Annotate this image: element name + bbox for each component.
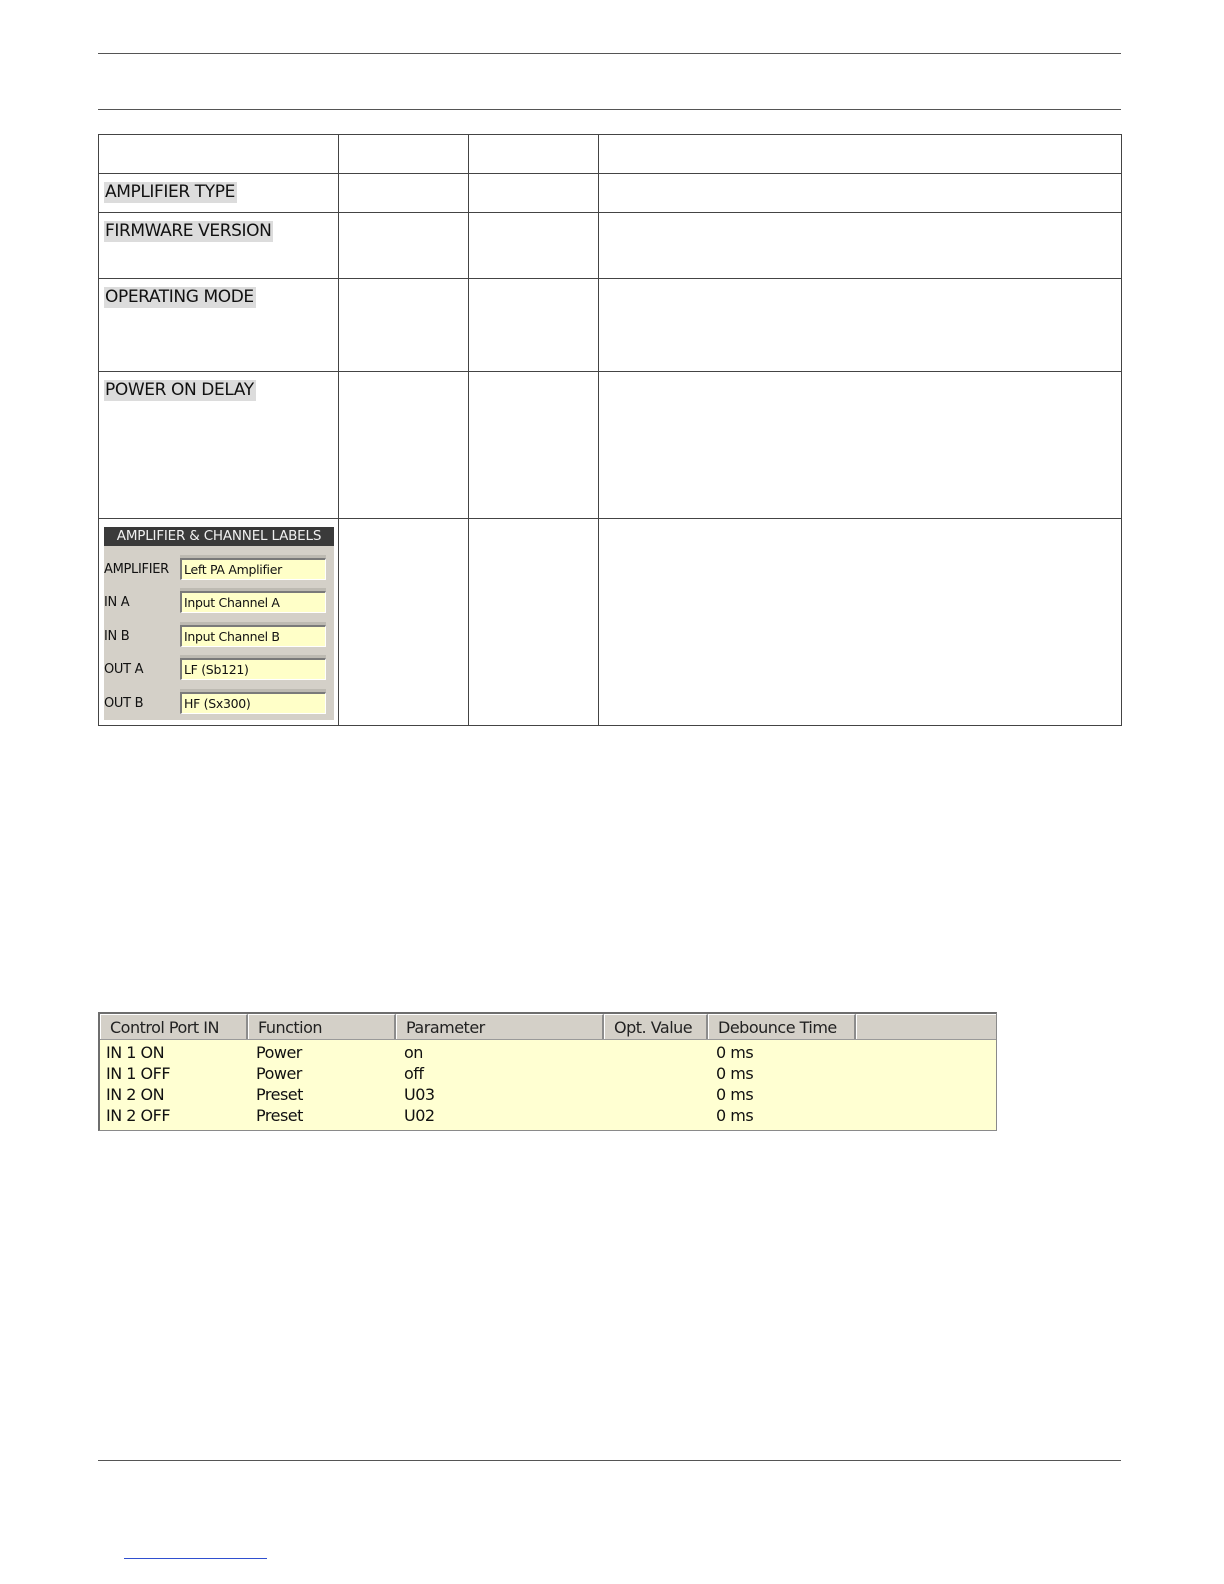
field-label: IN A xyxy=(104,595,130,611)
operating-mode-tag: OPERATING MODE xyxy=(105,287,254,307)
table-row[interactable] xyxy=(100,1105,996,1126)
label-row-out-a xyxy=(104,647,334,681)
cell-debounce: 0 ms xyxy=(716,1043,754,1062)
panel-title: AMPLIFIER & CHANNEL LABELS xyxy=(104,527,334,546)
header-cell xyxy=(599,135,1122,174)
table-row xyxy=(99,213,1122,279)
cell-parameter: on xyxy=(404,1043,423,1062)
header-cell xyxy=(469,135,599,174)
power-on-delay-tag: POWER ON DELAY xyxy=(105,380,254,400)
field-label: IN B xyxy=(104,628,130,644)
table-row xyxy=(99,174,1122,213)
field-label: OUT B xyxy=(104,695,144,711)
cell-opt-value xyxy=(606,1084,710,1105)
table-row[interactable] xyxy=(100,1063,996,1084)
table-row xyxy=(99,279,1122,372)
cell-function: Power xyxy=(256,1043,302,1062)
table-row[interactable] xyxy=(100,1042,996,1063)
header-rule-bottom xyxy=(98,109,1121,110)
label-row-out-b xyxy=(104,680,334,714)
label-row-amplifier xyxy=(104,546,334,580)
table-row xyxy=(99,372,1122,519)
amplifier-type-tag: AMPLIFIER TYPE xyxy=(105,182,235,202)
cell-parameter: U02 xyxy=(404,1106,435,1125)
grid-header xyxy=(100,1014,996,1040)
footer-rule xyxy=(98,1460,1121,1461)
cell-port: IN 1 ON xyxy=(106,1043,165,1062)
cell-port: IN 2 ON xyxy=(106,1085,165,1104)
cell-debounce: 0 ms xyxy=(716,1106,754,1125)
cell-port: IN 2 OFF xyxy=(106,1106,171,1125)
cell-debounce: 0 ms xyxy=(716,1085,754,1104)
out-a-label-input[interactable]: LF (Sb121) xyxy=(180,658,326,680)
table-row xyxy=(99,519,1122,726)
grid-body xyxy=(100,1040,996,1126)
amplifier-channel-labels-panel xyxy=(104,527,334,720)
out-b-label-input[interactable]: HF (Sx300) xyxy=(180,692,326,714)
cell-function: Power xyxy=(256,1064,302,1083)
in-b-label-input[interactable]: Input Channel B xyxy=(180,625,326,647)
label-row-in-b xyxy=(104,613,334,647)
firmware-version-tag: FIRMWARE VERSION xyxy=(105,221,272,241)
column-header-debounce-time[interactable]: Debounce Time xyxy=(708,1014,856,1039)
column-header-control-port-in[interactable]: Control Port IN xyxy=(100,1014,248,1039)
footer-link-underline[interactable] xyxy=(124,1558,267,1559)
amplifier-label-input[interactable]: Left PA Amplifier xyxy=(180,558,326,580)
header-cell xyxy=(339,135,469,174)
column-header-function[interactable]: Function xyxy=(248,1014,396,1039)
table-header-row xyxy=(99,135,1122,174)
cell-opt-value xyxy=(606,1042,710,1063)
cell-function: Preset xyxy=(256,1106,303,1125)
field-label: AMPLIFIER xyxy=(104,561,169,577)
header-cell xyxy=(99,135,339,174)
header-rule-top xyxy=(98,53,1121,54)
parameter-table xyxy=(98,134,1122,726)
cell-function: Preset xyxy=(256,1085,303,1104)
table-row[interactable] xyxy=(100,1084,996,1105)
cell-debounce: 0 ms xyxy=(716,1064,754,1083)
column-header-parameter[interactable]: Parameter xyxy=(396,1014,604,1039)
label-row-in-a xyxy=(104,580,334,614)
column-header-opt-value[interactable]: Opt. Value xyxy=(604,1014,708,1039)
control-port-grid xyxy=(98,1012,997,1131)
field-label: OUT A xyxy=(104,662,144,678)
cell-opt-value xyxy=(606,1105,710,1126)
cell-parameter: U03 xyxy=(404,1085,435,1104)
in-a-label-input[interactable]: Input Channel A xyxy=(180,591,326,613)
column-header-empty xyxy=(856,1014,996,1039)
cell-port: IN 1 OFF xyxy=(106,1064,171,1083)
cell-opt-value xyxy=(606,1063,710,1084)
cell-parameter: off xyxy=(404,1064,424,1083)
